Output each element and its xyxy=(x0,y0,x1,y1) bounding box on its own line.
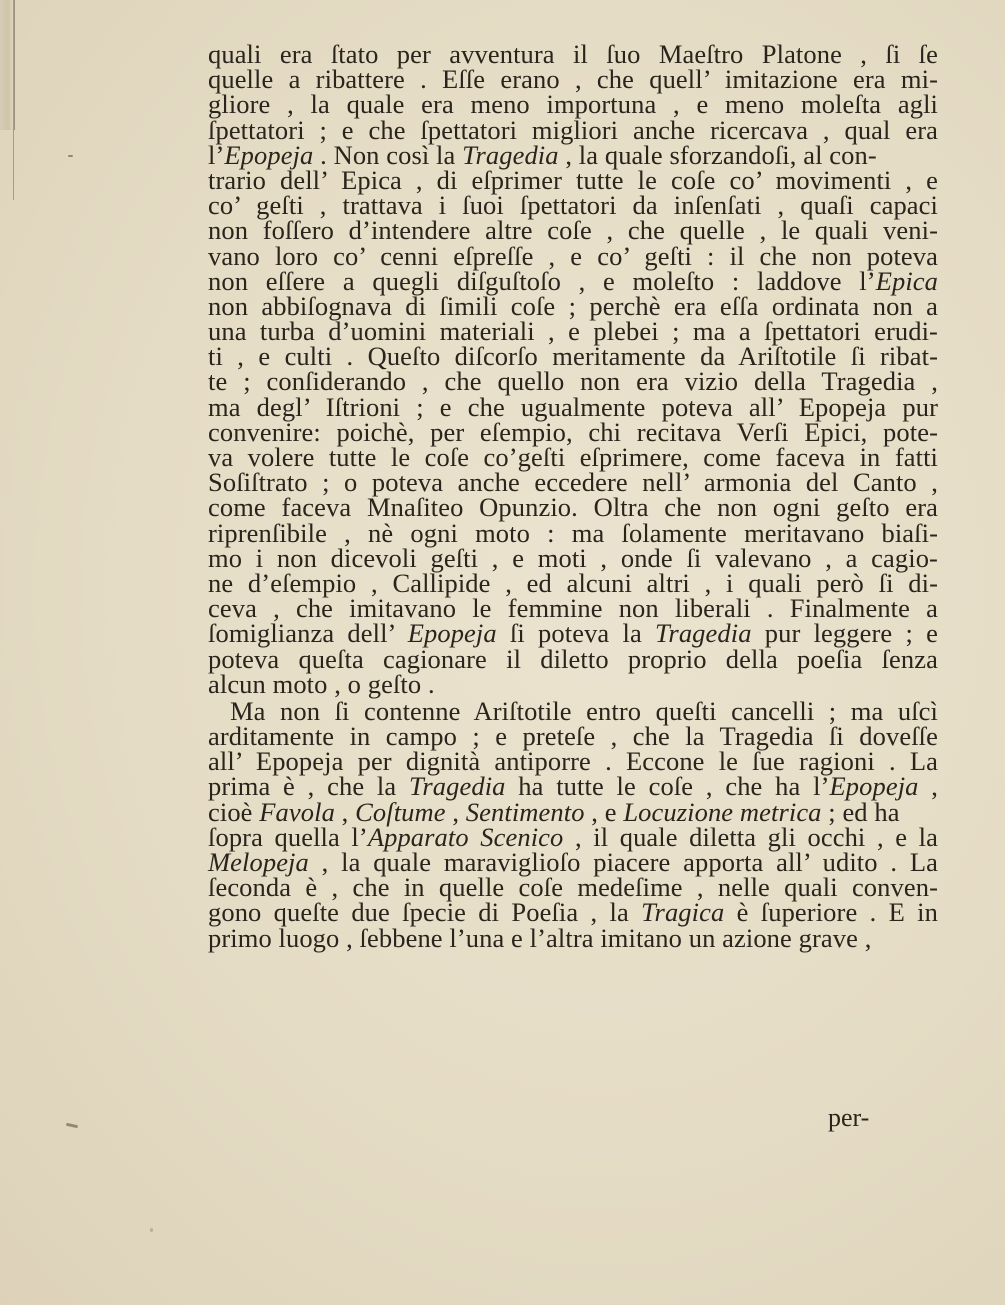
text-run: Ma non ſi contenne Ariſtotile entro queſti cancelli ; ma uſcì xyxy=(230,695,938,726)
text-run: , e xyxy=(584,796,624,827)
text-run: come faceva Mnaſiteo Opunzio. Oltra che non ogni geſto era xyxy=(208,492,938,523)
text-run: non eſſere a quegli diſguſtoſo , e moleſto : laddove l’ xyxy=(208,265,876,296)
text-run: all’ Epopeja per dignità antiporre . Eccone le ſue ragioni . La xyxy=(208,746,938,777)
italic-run: Epopeja xyxy=(829,771,919,802)
text-run: , il quale diletta gli occhi , e la xyxy=(563,821,938,852)
text-run: è ſuperiore . E in xyxy=(724,897,938,928)
italic-run: Epopeja xyxy=(224,139,314,170)
text-run: ; ed ha xyxy=(821,796,900,827)
text-run: Soſiſtrato ; o poteva anche eccedere nell’ armonia del Canto , xyxy=(208,467,938,498)
text-run: ne d’eſempio , Callipide , ed alcuni altri , i quali però ſi di- xyxy=(208,567,938,598)
text-run: ceva , che imitavano le femmine non liberali . Finalmente a xyxy=(208,593,938,624)
italic-run: Locuzione metrica xyxy=(623,796,822,827)
gutter-line xyxy=(13,0,14,200)
text-run: riprenſibile , nè ogni moto : ma ſolamente meritavano biaſi- xyxy=(208,517,938,548)
text-run: ma degl’ Iſtrioni ; e che ugualmente poteva all’ Epopeja pur xyxy=(208,391,938,422)
text-run: , xyxy=(334,796,356,827)
text-run: co’ geſti , trattava i ſuoi ſpettatori da inſenſati , quaſi capaci xyxy=(208,190,938,221)
text-run: cioè xyxy=(208,796,260,827)
text-run: quali era ſtato per avventura il ſuo Maeſtro Platone , ſi ſe xyxy=(208,39,938,69)
text-run: , la quale maraviglioſo piacere apporta all’ udito . La xyxy=(308,847,938,877)
text-run: , xyxy=(445,796,466,827)
paper-speck xyxy=(66,1123,78,1128)
text-run: pur leggere ; e xyxy=(751,618,938,649)
text-run: , la quale sforzandoſi, al con- xyxy=(558,139,877,170)
italic-run: Melopeja xyxy=(208,847,309,877)
text-line xyxy=(208,796,938,827)
text-run: prima è , che la xyxy=(208,771,409,802)
text-run: convenire: poichè, per eſempio, chi recitava Verſi Epici, pote- xyxy=(208,416,938,447)
text-run: quelle a ribattere . Eſſe erano , che quell’ imitazione era mi- xyxy=(208,64,938,95)
text-run: gono queſte due ſpecie di Poeſia , la xyxy=(208,897,642,928)
text-run: te ; conſiderando , che quello non era vizio della Tragedia , xyxy=(208,366,938,397)
body-text xyxy=(208,39,938,953)
text-run: l’ xyxy=(208,139,225,170)
text-run: poteva queſta cagionare il diletto proprio della poeſia ſenza xyxy=(208,643,938,674)
text-run: gliore , la quale era meno importuna , e meno moleſta agli xyxy=(208,89,938,120)
text-run: non abbiſognava di ſimili coſe ; perchè era eſſa ordinata non a xyxy=(208,290,938,321)
text-run: ſeconda è , che in quelle coſe medeſime , nelle quali conven- xyxy=(208,872,938,903)
text-run: ſi poteva la xyxy=(496,618,656,649)
text-run: va volere tutte le coſe co’geſti eſprimere, come faceva in fatti xyxy=(208,442,938,472)
paragraph xyxy=(208,695,938,953)
paper-speck xyxy=(150,1228,153,1232)
italic-run: Tragedia xyxy=(409,771,506,802)
paragraph xyxy=(208,39,938,699)
text-run: ſopra quella l’ xyxy=(208,821,368,852)
italic-run: Epopeja xyxy=(407,618,497,649)
text-run: alcun moto , o geſto . xyxy=(208,668,435,699)
text-run: , xyxy=(918,771,938,802)
text-run: non foſſero d’intendere altre coſe , che quelle , le quali veni- xyxy=(208,215,938,246)
catchword: per- xyxy=(828,1103,870,1132)
text-line xyxy=(208,668,938,699)
italic-run: Favola xyxy=(259,796,335,827)
italic-run: Epica xyxy=(875,265,938,296)
italic-run: Coſtume xyxy=(355,796,446,827)
italic-run: Sentimento xyxy=(465,796,585,827)
text-run: ti , e culti . Queſto diſcorſo meritamente da Ariſtotile ſi ribat- xyxy=(208,341,938,372)
text-run: mo i non dicevoli geſti , e moti , onde ſi valevano , a cagio- xyxy=(208,542,938,573)
italic-run: Tragedia xyxy=(655,618,752,649)
text-line xyxy=(208,139,938,170)
text-run: primo luogo , ſebbene l’una e l’altra imitano un azione grave , xyxy=(208,922,872,953)
text-run: ſpettatori ; e che ſpettatori migliori anche ricercava , qual era xyxy=(208,114,938,145)
italic-run: Tragica xyxy=(641,897,725,928)
text-run: ſomiglianza dell’ xyxy=(208,618,408,649)
text-run: una turba d’uomini materiali , e plebei ; ma a ſpettatori erudi- xyxy=(208,316,938,347)
italic-run: Tragedia xyxy=(462,139,559,170)
paper-speck xyxy=(68,155,73,157)
text-run: ha tutte le coſe , che ha l’ xyxy=(505,771,830,802)
text-run: arditamente in campo ; e preteſe , che la Tragedia ſi doveſſe xyxy=(208,721,938,752)
text-run: trario dell’ Epica , di eſprimer tutte le coſe co’ movimenti , e xyxy=(208,164,938,195)
text-run: vano loro co’ cenni eſpreſſe , e co’ geſti : il che non poteva xyxy=(208,240,938,271)
text-run: . Non così la xyxy=(313,139,463,170)
italic-run: Apparato Scenico xyxy=(367,821,564,852)
text-line xyxy=(208,922,938,953)
